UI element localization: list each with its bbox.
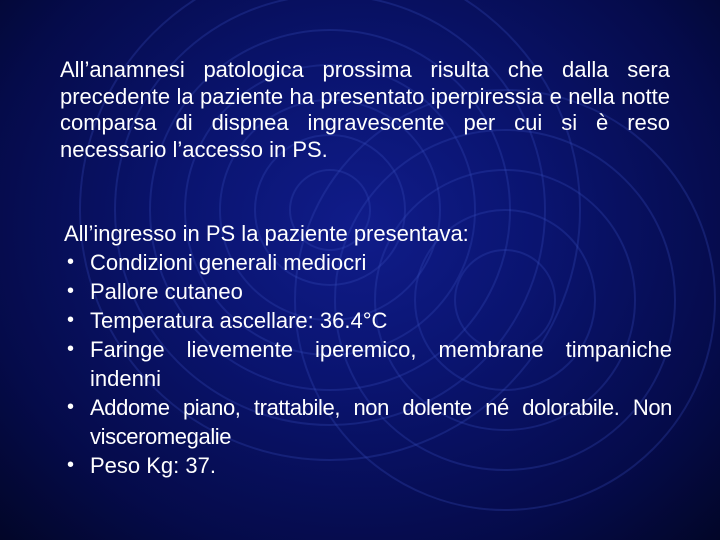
list-item-text: Addome piano, trattabile, non dolente né dolorabile. Non visceromegalie [90, 395, 672, 449]
list-item-text: Temperatura ascellare: 36.4°C [90, 308, 388, 333]
bullet-icon: • [67, 309, 75, 331]
bullet-icon: • [67, 251, 75, 273]
list-item-text: Condizioni generali mediocri [90, 250, 367, 275]
list-item [62, 335, 672, 393]
bullet-icon: • [67, 396, 74, 418]
list-item [62, 248, 672, 277]
list-item-text: Peso Kg: 37. [90, 453, 216, 478]
bullet-icon: • [67, 454, 75, 476]
list-item [62, 306, 672, 335]
list-item-text: Faringe lievemente iperemico, membrane timpaniche indenni [90, 337, 672, 391]
bullet-icon: • [67, 280, 75, 302]
list-item [62, 451, 672, 480]
admission-section [62, 219, 672, 480]
bullet-icon: • [67, 338, 75, 360]
list-item [62, 393, 672, 451]
findings-list [62, 248, 672, 480]
list-item-text: Pallore cutaneo [90, 279, 243, 304]
admission-intro: All’ingresso in PS la paziente presentava: [64, 221, 469, 246]
list-item [62, 277, 672, 306]
history-paragraph: All’anamnesi patologica prossima risulta che dalla sera precedente la paziente ha presentato iperpiressia e nella notte comparsa di dispnea ingravescente per cui si è reso necessario l’accesso in PS. [60, 57, 670, 162]
